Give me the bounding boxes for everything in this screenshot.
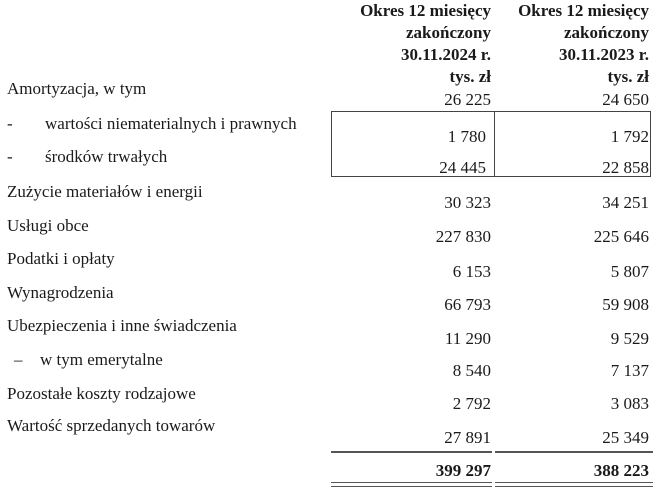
row-label-srodki-trwale: środków trwałych — [45, 147, 168, 166]
row-value-2024: 24 445 — [439, 158, 486, 177]
row-label-pozostale-koszty: Pozostałe koszty rodzajowe — [7, 384, 196, 403]
total-rule-2024 — [331, 451, 492, 453]
row-label-zuzycie-materialow: Zużycie materiałów i energii — [7, 182, 203, 201]
header-2024-line1: Okres 12 miesięcy — [360, 1, 491, 20]
row-label-emerytalne: w tym emerytalne — [40, 350, 163, 369]
row-value-2024: 2 792 — [452, 394, 491, 413]
row-value-2023: 25 349 — [602, 428, 649, 447]
row-value-2024: 1 780 — [447, 127, 486, 146]
total-value-2024: 399 297 — [435, 461, 491, 480]
row-dash: - — [7, 114, 13, 133]
row-value-2023: 5 807 — [610, 262, 649, 281]
row-value-2023: 3 083 — [610, 394, 649, 413]
row-label-wynagrodzenia: Wynagrodzenia — [7, 283, 114, 302]
header-2024-line3: 30.11.2024 r. — [400, 45, 491, 64]
header-2024-unit: tys. zł — [449, 67, 491, 86]
row-value-2024: 66 793 — [444, 295, 491, 314]
row-label-wartosci-niematerialne: wartości niematerialnych i prawnych — [45, 114, 297, 133]
row-dash: – — [14, 350, 23, 369]
row-value-2024: 26 225 — [444, 90, 491, 109]
header-2023-unit: tys. zł — [607, 67, 649, 86]
row-value-2023: 1 792 — [610, 127, 649, 146]
row-dash: - — [7, 147, 13, 166]
total-rule-2023 — [495, 451, 653, 453]
subitems-box-divider — [494, 111, 495, 177]
row-label-ubezpieczenia: Ubezpieczenia i inne świadczenia — [7, 316, 237, 335]
row-value-2023: 7 137 — [610, 361, 649, 380]
row-value-2024: 8 540 — [452, 361, 491, 380]
row-label-wartosc-towarow: Wartość sprzedanych towarów — [7, 416, 216, 435]
row-label-podatki: Podatki i opłaty — [7, 249, 115, 268]
header-2023-line3: 30.11.2023 r. — [558, 45, 649, 64]
header-2023 — [470, 0, 649, 88]
total-double-rule-2024 — [331, 482, 492, 487]
header-2024 — [300, 0, 491, 88]
row-value-2023: 24 650 — [602, 90, 649, 109]
header-2023-line1: Okres 12 miesięcy — [518, 1, 649, 20]
row-value-2023: 34 251 — [602, 193, 649, 212]
header-2023-line2: zakończony — [564, 23, 649, 42]
row-value-2024: 6 153 — [452, 262, 491, 281]
row-value-2024: 30 323 — [444, 193, 491, 212]
header-2024-line2: zakończony — [406, 23, 491, 42]
row-value-2023: 59 908 — [602, 295, 649, 314]
row-value-2023: 225 646 — [593, 227, 649, 246]
row-value-2024: 27 891 — [444, 428, 491, 447]
row-label-amortyzacja: Amortyzacja, w tym — [7, 79, 147, 98]
row-value-2024: 11 290 — [444, 329, 491, 348]
total-double-rule-2023 — [495, 482, 653, 487]
total-value-2023: 388 223 — [593, 461, 649, 480]
row-label-uslugi-obce: Usługi obce — [7, 216, 89, 235]
row-value-2023: 9 529 — [610, 329, 649, 348]
row-value-2024: 227 830 — [435, 227, 491, 246]
row-value-2023: 22 858 — [602, 158, 649, 177]
